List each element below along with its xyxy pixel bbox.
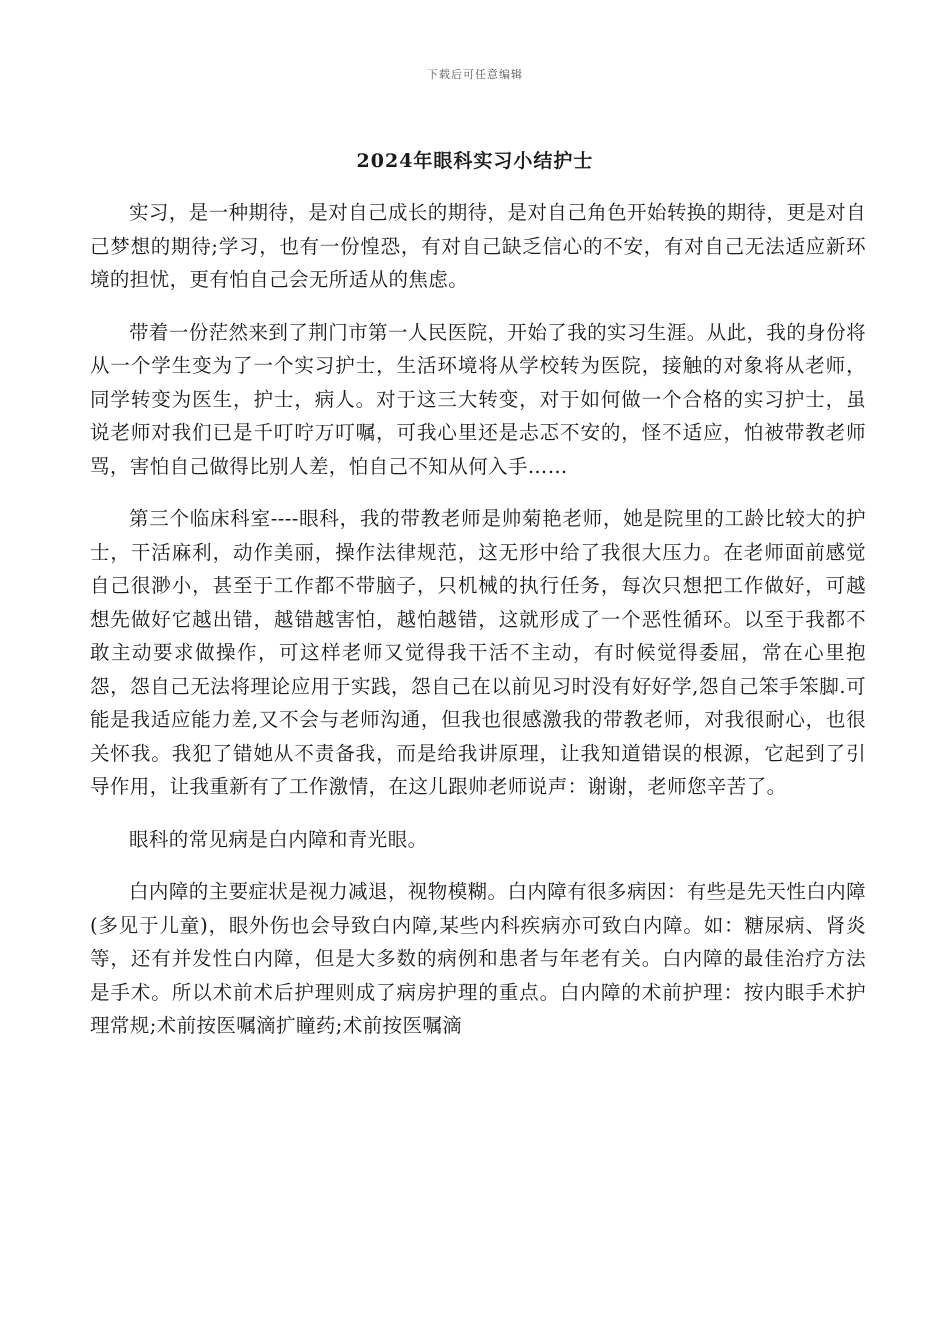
paragraph: 带着一份茫然来到了荆门市第一人民医院，开始了我的实习生涯。从此，我的身份将从一个学生变为了一个实习护士，生活环境将从学校转为医院，接触的对象将从老师，同学转变为医生，护士，病人。对于这三大转变，对于如何做一个合格的实习护士，虽说老师对我们已是千叮咛万叮嘱，可我心里还是忐忑不安的，怪不适应，怕被带教老师骂，害怕自己做得比别人差，怕自己不知从何入手……	[90, 320, 866, 478]
document-title: 2024年眼科实习小结护士	[356, 150, 594, 172]
paragraph: 第三个临床科室----眼科，我的带教老师是帅菊艳老师，她是院里的工龄比较大的护士，干活麻利，动作美丽，操作法律规范，这无形中给了我很大压力。在老师面前感觉自己很渺小，甚至于工作都不带脑子，只机械的执行任务，每次只想把工作做好，可越想先做好它越出错，越错越害怕，越怕越错，这就形成了一个恶性循环。以至于我都不敢主动要求做操作，可这样老师又觉得我干活不主动，有时候觉得委屈，常在心里抱怨，怨自己无法将理论应用于实践，怨自己在以前见习时没有好好学,怨自己笨手笨脚.可能是我适应能力差,又不会与老师沟通，但我也很感激我的带教老师，对我很耐心，也很关怀我。我犯了错她从不责备我，而是给我讲原理，让我知道错误的根源，它起到了引导作用，让我重新有了工作激情，在这儿跟帅老师说声：谢谢，老师您辛苦了。	[90, 507, 866, 798]
paragraph: 白内障的主要症状是视力减退，视物模糊。白内障有很多病因：有些是先天性白内障(多见于儿童)，眼外伤也会导致白内障,某些内科疾病亦可致白内障。如：糖尿病、肾炎等，还有并发性白内障，但是大多数的病例和患者与年老有关。白内障的最佳治疗方法是手术。所以术前术后护理则成了病房护理的重点。白内障的术前护理：按内眼手术护理常规;术前按医嘱滴扩瞳药;术前按医嘱滴	[90, 880, 866, 1037]
header-note: 下载后可任意编辑	[427, 68, 523, 81]
paragraph: 眼科的常见病是白内障和青光眼。	[129, 827, 428, 851]
paragraph: 实习，是一种期待，是对自己成长的期待，是对自己角色开始转换的期待，更是对自己梦想的期待;学习，也有一份惶恐，有对自己缺乏信心的不安，有对自己无法适应新环境的担忧，更有怕自己会无所适从的焦虑。	[90, 201, 866, 291]
document-body	[90, 196, 866, 1062]
